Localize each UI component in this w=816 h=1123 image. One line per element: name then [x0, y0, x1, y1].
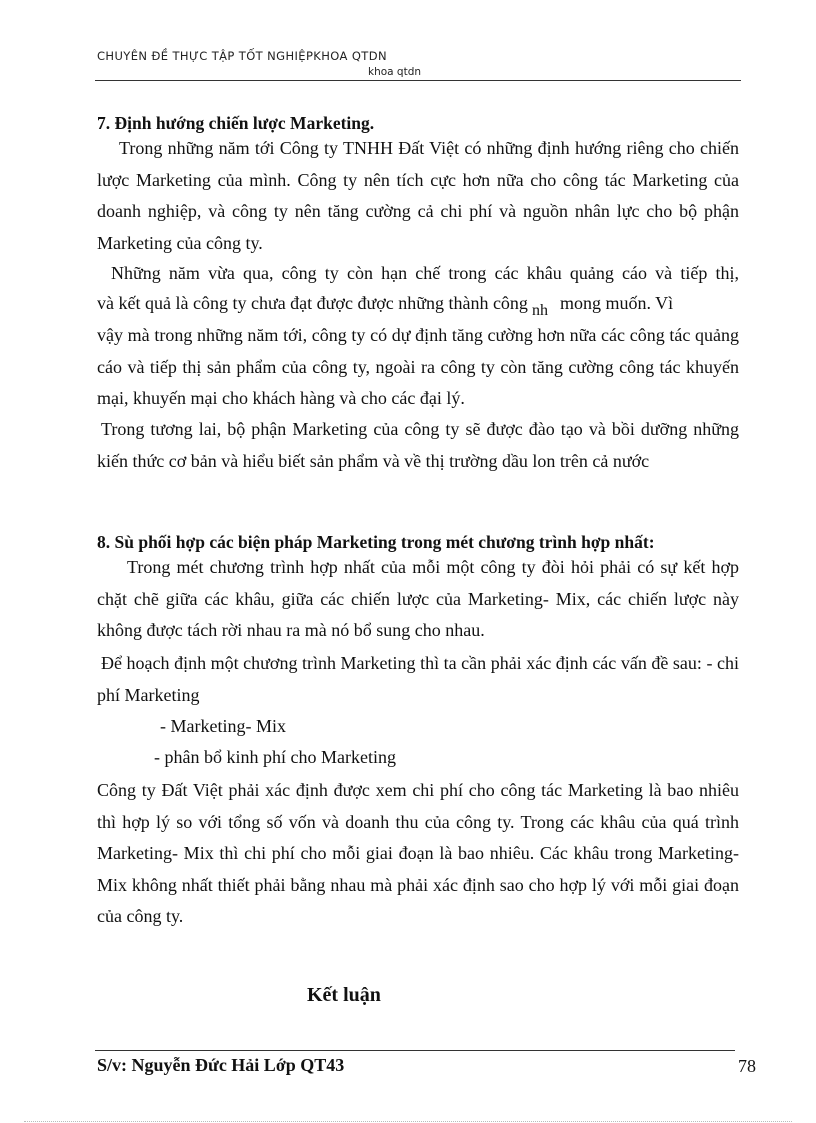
section-7-paragraph-1: Trong những năm tới Công ty TNHH Đất Việt có những định hướng riêng cho chiến lược Marketing của mình. Công ty nên tích cực hơn nữa cho công tác Marketing của doanh nghiệp, và công ty nên tăng cường cả chi phí và nguồn nhân lực cho bộ phận Marketing của công ty. [97, 138, 739, 253]
list-item-marketing-mix: - Marketing- Mix [160, 716, 286, 736]
section-8-paragraph-2: Để hoạch định một chương trình Marketing thì ta cần phải xác định các vấn đề sau: - chi phí Marketing [97, 653, 739, 705]
footer-author: S/v: Nguyễn Đức Hải Lớp QT43 [97, 1055, 345, 1075]
list-item-budget-allocation: - phân bổ kinh phí cho Marketing [154, 747, 396, 767]
header-rule [95, 80, 741, 81]
section-7-paragraph-2-line-1: Những năm vừa qua, công ty còn hạn chế trong các khâu quảng cáo và tiếp thị, [111, 263, 739, 283]
paragraph-text: mong muốn. Vì [559, 293, 674, 313]
section-7-paragraph-2-rest: vậy mà trong những năm tới, công ty có dự định tăng cường hơn nữa các công tác quảng cáo và tiếp thị sản phẩm của công ty, ngoài ra công ty còn tăng cường công tác khuyến mại, khuyến mại cho khách hàng và cho các đại lý. [97, 325, 739, 408]
header-title: CHUYÊN ĐỀ THỰC TẬP TỐT NGHIỆPKHOA QTDN [97, 49, 387, 63]
section-7-paragraph-3: Trong tương lai, bộ phận Marketing của công ty sẽ được đào tạo và bồi dưỡng những kiến thức cơ bản và hiểu biết sản phẩm và về thị trường dầu lon trên cả nước [97, 419, 739, 471]
section-8-paragraph-3: Công ty Đất Việt phải xác định được xem chi phí cho công tác Marketing là bao nhiêu thì hợp lý so với tổng số vốn và doanh thu của công ty. Trong các khâu của quá trình Marketing- Mix thì chi phí cho mỗi giai đoạn là bao nhiêu. Các khâu trong Marketing- Mix không nhất thiết phải bằng nhau mà phải xác định sao cho hợp lý với mỗi giai đoạn của công ty. [97, 780, 739, 926]
page-number: 78 [738, 1056, 756, 1076]
section-8-heading: 8. Sù phối hợp các biện pháp Marketing trong mét chương trình hợp nhất: [97, 532, 655, 552]
stray-subscript-text: nh [531, 302, 548, 319]
page-edge-divider [24, 1121, 792, 1122]
footer-rule [95, 1050, 735, 1051]
section-7-heading: 7. Định hướng chiến lược Marketing. [97, 113, 375, 133]
section-8-paragraph-1: Trong mét chương trình hợp nhất của mỗi một công ty đòi hỏi phải có sự kết hợp chặt chẽ giữa các khâu, giữa các chiến lược của Marketing- Mix, các chiến lược này không được tách rời nhau ra mà nó bổ sung cho nhau. [97, 557, 739, 640]
header-subtitle: khoa qtdn [368, 66, 422, 78]
conclusion-heading: Kết luận [307, 984, 381, 1006]
section-7-paragraph-2-line-2 [97, 293, 674, 319]
paragraph-text: và kết quả là công ty chưa đạt được được những thành công [97, 293, 528, 313]
